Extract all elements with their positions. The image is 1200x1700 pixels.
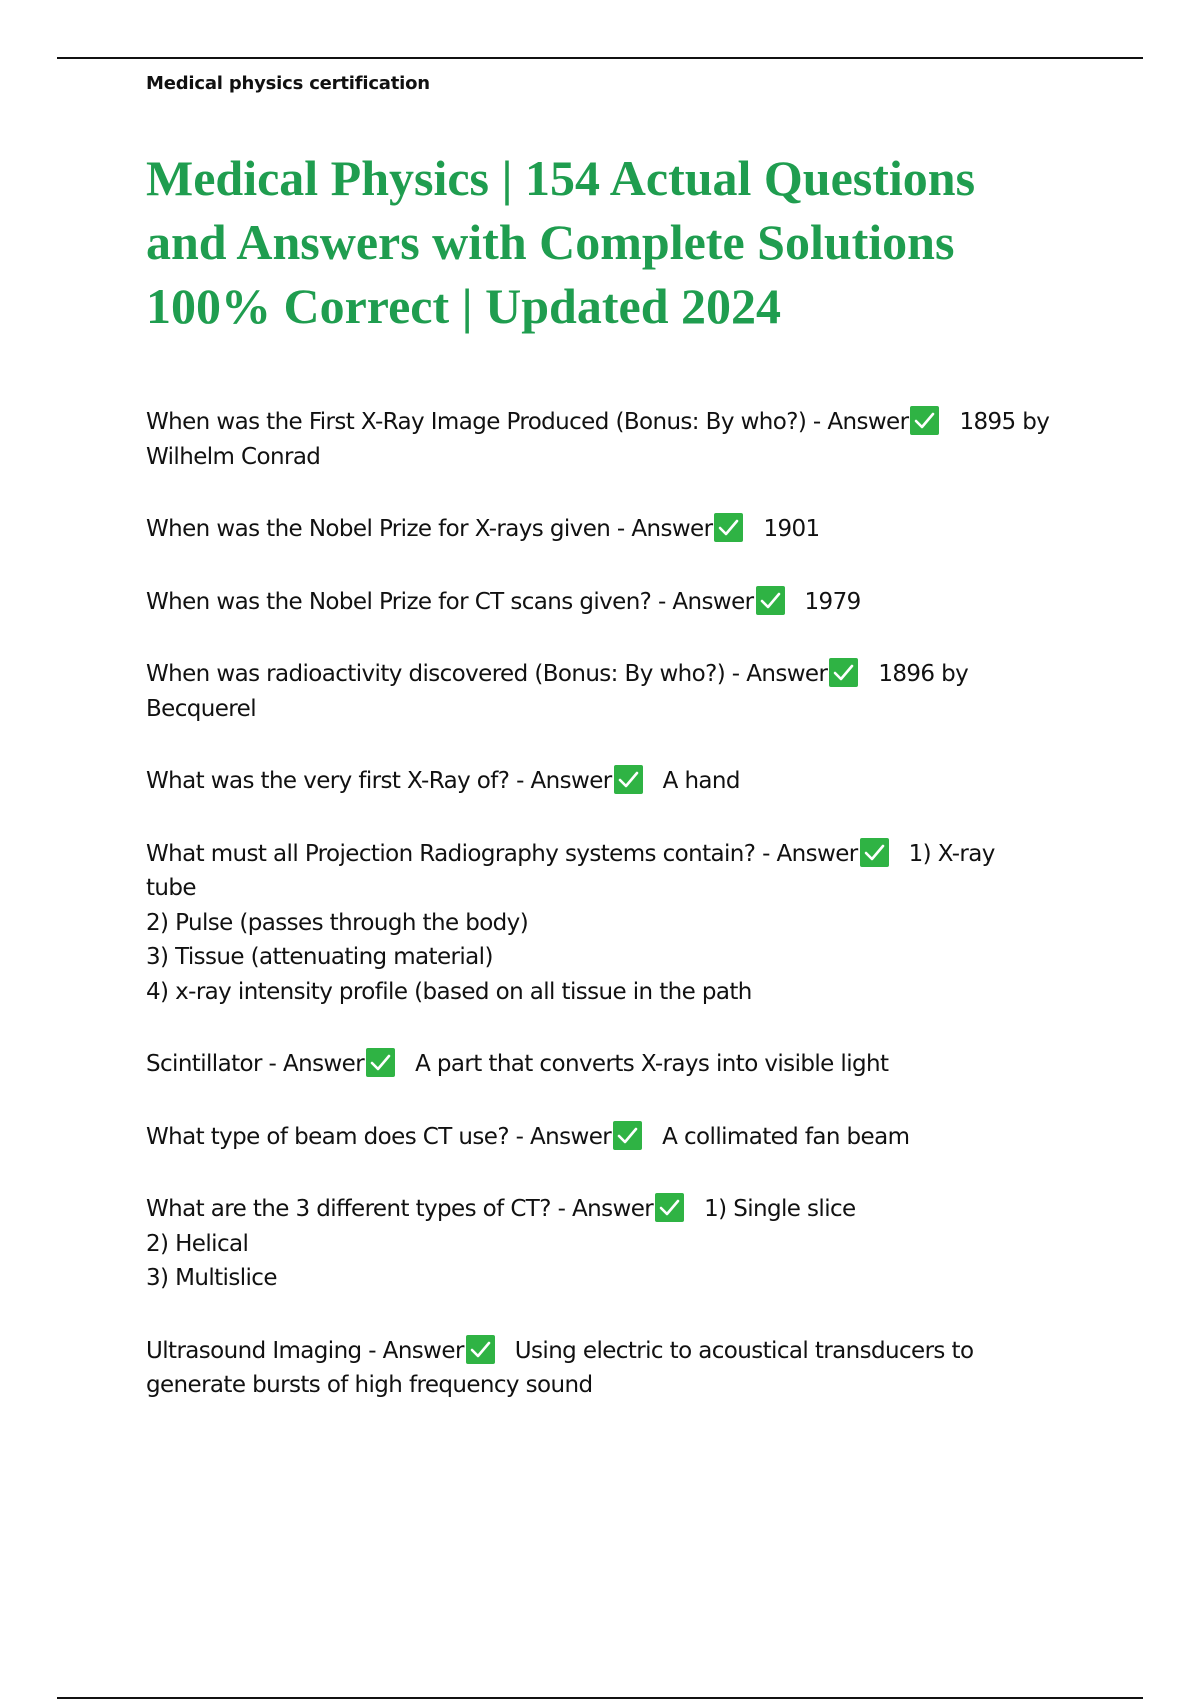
answer-text: 1) Single slice 2) Helical 3) Multislice [146,1196,856,1291]
qa-item [146,837,1106,1010]
answer-text: A part that converts X-rays into visible light [415,1051,889,1077]
qa-list [146,405,1106,1441]
answer-text: 1979 [804,588,861,615]
check-mark-icon [366,1048,395,1077]
question-text: When was the Nobel Prize for CT scans given? - Answer [146,588,754,615]
title-line-3: 100% Correct | Updated 2024 [146,278,782,334]
check-mark-icon [910,406,939,435]
question-text: What are the 3 different types of CT? - Answer [146,1196,654,1222]
question-text: What was the very first X-Ray of? - Answer [146,768,612,794]
check-mark-icon [613,1121,642,1150]
bottom-rule [57,1697,1143,1699]
title-line-2: and Answers with Complete Solutions [146,214,955,270]
check-mark-icon [614,765,643,794]
question-text: What type of beam does CT use? - Answer [146,1123,612,1150]
answer-text: 1) X-ray tube 2) Pulse (passes through the body) 3) Tissue (attenuating material) 4) x-ray intensity profile (based on all tissue in the path [146,840,995,1005]
answer-text: Using electric to acoustical transducers to generate bursts of high frequency sound [146,1337,974,1398]
qa-item [146,1047,1106,1082]
question-text: What must all Projection Radiography systems contain? - Answer [146,840,858,867]
check-mark-icon [829,658,858,687]
question-text: Ultrasound Imaging - Answer [146,1337,464,1364]
qa-item [146,1192,1106,1296]
qa-item [146,585,1106,620]
check-mark-icon [756,586,785,615]
answer-text: 1901 [763,516,820,542]
title-line-1: Medical Physics | 154 Actual Questions [146,150,976,206]
check-mark-icon [466,1335,495,1364]
question-text: When was the Nobel Prize for X-rays given - Answer [146,516,713,542]
qa-item [146,405,1106,474]
document-title [146,146,1076,338]
answer-text: A hand [662,768,740,794]
qa-item [146,512,1106,547]
question-text: Scintillator - Answer [146,1051,365,1077]
qa-item [146,1120,1106,1155]
check-mark-icon [714,513,743,542]
qa-item [146,764,1106,799]
document-header-label: Medical physics certification [146,73,430,94]
answer-text: 1895 by Wilhelm Conrad [146,409,1050,470]
answer-text: 1896 by Becquerel [146,661,969,722]
qa-item [146,657,1106,726]
answer-text: A collimated fan beam [662,1123,910,1150]
qa-item [146,1334,1106,1403]
question-text: When was the First X-Ray Image Produced (Bonus: By who?) - Answer [146,409,909,435]
question-text: When was radioactivity discovered (Bonus: By who?) - Answer [146,661,828,687]
check-mark-icon [655,1193,684,1222]
check-mark-icon [860,838,889,867]
top-rule [57,57,1143,59]
